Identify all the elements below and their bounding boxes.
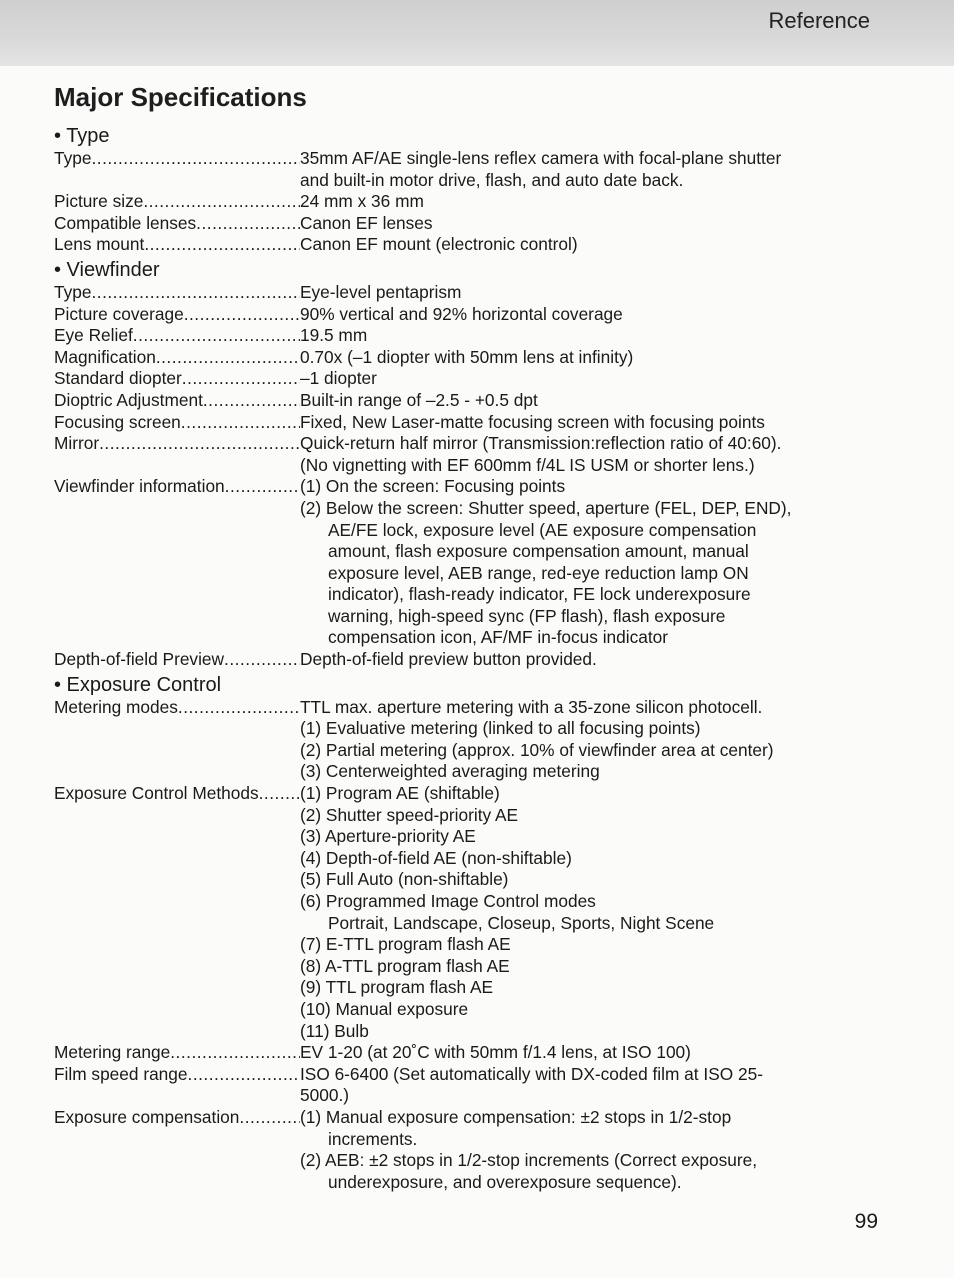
spec-value-line: (3) Aperture-priority AE: [300, 826, 476, 847]
spec-row: [54, 1064, 884, 1107]
spec-value: [300, 412, 884, 434]
spec-value: [300, 213, 884, 235]
spec-value: [300, 282, 884, 304]
spec-value-line: Eye-level pentaprism: [300, 281, 462, 302]
spec-row: [54, 390, 884, 412]
spec-row: [54, 347, 884, 369]
leader-dots: [91, 148, 300, 191]
leader-dots: [156, 347, 300, 369]
spec-value-line: (7) E-TTL program flash AE: [300, 934, 511, 955]
spec-label: [54, 697, 300, 783]
spec-value-line: (9) TTL program flash AE: [300, 977, 494, 998]
spec-value-line: Canon EF lenses: [300, 212, 433, 233]
spec-label: [54, 390, 300, 412]
spec-value: [300, 304, 884, 326]
spec-value-line: (2) AEB: ±2 stops in 1/2-stop increments (Correct exposure,: [300, 1150, 758, 1171]
spec-label-text: Exposure Control Methods: [54, 783, 259, 804]
spec-label: [54, 476, 300, 649]
spec-value: [300, 697, 884, 783]
spec-value: [300, 347, 884, 369]
leader-dots: [182, 368, 300, 390]
leader-dots: [203, 390, 300, 412]
spec-value-line: (10) Manual exposure: [300, 998, 469, 1019]
leader-dots: [225, 476, 300, 649]
spec-value-line: 90% vertical and 92% horizontal coverage: [300, 303, 623, 324]
leader-dots: [143, 191, 300, 213]
leader-dots: [184, 304, 300, 326]
spec-row: [54, 649, 884, 671]
spec-value-line: (2) Below the screen: Shutter speed, aperture (FEL, DEP, END),: [300, 497, 792, 518]
spec-value-line: TTL max. aperture metering with a 35-zone silicon photocell.: [300, 696, 763, 717]
spec-label: [54, 649, 300, 671]
spec-value: [300, 433, 884, 476]
spec-value-line: indicator), flash-ready indicator, FE lock underexposure: [328, 584, 751, 605]
spec-value: [300, 191, 884, 213]
spec-label: [54, 433, 300, 476]
spec-label-text: Film speed range: [54, 1063, 188, 1084]
leader-dots: [259, 783, 300, 1042]
section-heading: • Type: [54, 125, 110, 147]
section-heading: • Viewfinder: [54, 258, 160, 281]
spec-label: [54, 783, 300, 1042]
spec-value-line: (1) Evaluative metering (linked to all focusing points): [300, 718, 701, 739]
spec-label-text: Magnification: [54, 346, 156, 367]
spec-row: [54, 234, 884, 256]
spec-label: [54, 234, 300, 256]
spec-row: [54, 433, 884, 476]
spec-value-line: underexposure, and overexposure sequence).: [328, 1171, 682, 1192]
spec-row: [54, 325, 884, 347]
leader-dots: [181, 412, 300, 434]
spec-value-line: and built-in motor drive, flash, and auto date back.: [300, 169, 684, 190]
spec-label-text: Picture size: [54, 191, 144, 212]
leader-dots: [91, 282, 300, 304]
spec-label: [54, 304, 300, 326]
spec-value-line: EV 1-20 (at 20˚C with 50mm f/1.4 lens, at ISO 100): [300, 1042, 691, 1063]
spec-label-text: Focusing screen: [54, 411, 181, 432]
spec-value-line: warning, high-speed sync (FP flash), flash exposure: [328, 605, 726, 626]
spec-label-text: Metering range: [54, 1042, 171, 1063]
spec-label-text: Picture coverage: [54, 303, 184, 324]
spec-value: [300, 1107, 884, 1193]
spec-content: [54, 124, 884, 1193]
spec-label-text: Dioptric Adjustment: [54, 389, 203, 410]
spec-label: [54, 282, 300, 304]
spec-value-line: compensation icon, AF/MF in-focus indicator: [328, 627, 669, 648]
spec-row: [54, 697, 884, 783]
leader-dots: [144, 234, 300, 256]
spec-label-text: Type: [54, 281, 92, 302]
leader-dots: [178, 697, 300, 783]
spec-label-text: Compatible lenses: [54, 212, 197, 233]
leader-dots: [239, 1107, 300, 1193]
spec-label-text: Type: [54, 148, 92, 168]
spec-value-line: (2) Shutter speed-priority AE: [300, 804, 519, 825]
spec-value: [300, 783, 884, 1042]
spec-value-line: Fixed, New Laser-matte focusing screen with focusing points: [300, 411, 765, 432]
spec-label-text: Lens mount: [54, 234, 145, 255]
spec-value-line: amount, flash exposure compensation amount, manual: [328, 541, 749, 562]
spec-value: [300, 1064, 884, 1107]
spec-value-line: (4) Depth-of-field AE (non-shiftable): [300, 847, 572, 868]
spec-value-line: (11) Bulb: [300, 1020, 369, 1041]
spec-row: [54, 213, 884, 235]
spec-value: [300, 476, 884, 649]
spec-value: [300, 649, 884, 671]
leader-dots: [196, 213, 300, 235]
spec-label: [54, 191, 300, 213]
spec-label: [54, 347, 300, 369]
spec-value: [300, 325, 884, 347]
spec-value: [300, 368, 884, 390]
spec-label: [54, 1107, 300, 1193]
spec-value: [300, 390, 884, 412]
spec-label: [54, 148, 300, 191]
leader-dots: [224, 649, 300, 671]
spec-row: [54, 191, 884, 213]
spec-value-line: Depth-of-field preview button provided.: [300, 649, 597, 670]
leader-dots: [133, 325, 300, 347]
spec-label-text: Metering modes: [54, 696, 178, 717]
spec-value-line: (1) Program AE (shiftable): [300, 783, 500, 804]
spec-row: [54, 476, 884, 649]
spec-value-line: (6) Programmed Image Control modes: [300, 891, 596, 911]
spec-row: [54, 282, 884, 304]
spec-row: [54, 783, 884, 1042]
spec-value-line: 24 mm x 36 mm: [300, 191, 424, 212]
spec-label-text: Exposure compensation: [54, 1106, 240, 1127]
spec-row: [54, 412, 884, 434]
spec-row: [54, 1042, 884, 1064]
spec-label-text: Standard diopter: [54, 368, 182, 389]
spec-value-line: (No vignetting with EF 600mm f/4L IS USM or shorter lens.): [300, 454, 755, 475]
spec-value-line: 0.70x (–1 diopter with 50mm lens at infinity): [300, 346, 634, 367]
spec-value-line: (2) Partial metering (approx. 10% of viewfinder area at center): [300, 739, 774, 760]
spec-value-line: exposure level, AEB range, red-eye reduction lamp ON: [328, 562, 749, 583]
spec-value-line: increments.: [328, 1128, 418, 1149]
spec-label-text: Viewfinder information: [54, 476, 225, 497]
page-title: Major Specifications: [54, 82, 307, 112]
spec-row: [54, 304, 884, 326]
leader-dots: [99, 433, 300, 476]
spec-value: [300, 234, 884, 256]
spec-value-line: 5000.): [300, 1085, 350, 1106]
spec-value: [300, 148, 884, 191]
spec-label: [54, 325, 300, 347]
spec-value-line: 19.5 mm: [300, 325, 368, 346]
spec-value-line: Quick-return half mirror (Transmission:reflection ratio of 40:60).: [300, 433, 782, 454]
spec-value-line: (8) A-TTL program flash AE: [300, 955, 510, 976]
spec-label: [54, 412, 300, 434]
page-number: 99: [854, 1210, 878, 1233]
spec-value-line: ISO 6-6400 (Set automatically with DX-coded film at ISO 25-: [300, 1063, 763, 1084]
spec-value-line: Canon EF mount (electronic control): [300, 234, 578, 255]
spec-value-line: Built-in range of –2.5 - +0.5 dpt: [300, 389, 538, 410]
spec-value-line: (1) On the screen: Focusing points: [300, 476, 566, 497]
spec-value: [300, 1042, 884, 1064]
spec-row: [54, 368, 884, 390]
spec-label: [54, 1064, 300, 1107]
spec-label: [54, 368, 300, 390]
spec-label: [54, 1042, 300, 1064]
spec-label-text: Eye Relief: [54, 325, 133, 346]
header-band: [0, 0, 954, 66]
spec-value-line: (1) Manual exposure compensation: ±2 stops in 1/2-stop: [300, 1106, 732, 1127]
leader-dots: [170, 1042, 300, 1064]
spec-value-line: (3) Centerweighted averaging metering: [300, 761, 600, 782]
spec-value-line: AE/FE lock, exposure level (AE exposure compensation: [328, 519, 757, 540]
spec-label-text: Depth-of-field Preview: [54, 649, 225, 670]
spec-row: [54, 148, 884, 191]
spec-value-line: –1 diopter: [300, 368, 377, 389]
leader-dots: [188, 1064, 300, 1107]
spec-label: [54, 213, 300, 235]
spec-value-line: 35mm AF/AE single-lens reflex camera with focal-plane shutter: [300, 148, 782, 168]
spec-value-line: Portrait, Landscape, Closeup, Sports, Night Scene: [328, 912, 715, 933]
section-heading: • Exposure Control: [54, 673, 222, 696]
header-section-label: Reference: [768, 8, 870, 33]
spec-value-line: (5) Full Auto (non-shiftable): [300, 869, 509, 890]
spec-label-text: Mirror: [54, 433, 100, 454]
spec-row: [54, 1107, 884, 1193]
